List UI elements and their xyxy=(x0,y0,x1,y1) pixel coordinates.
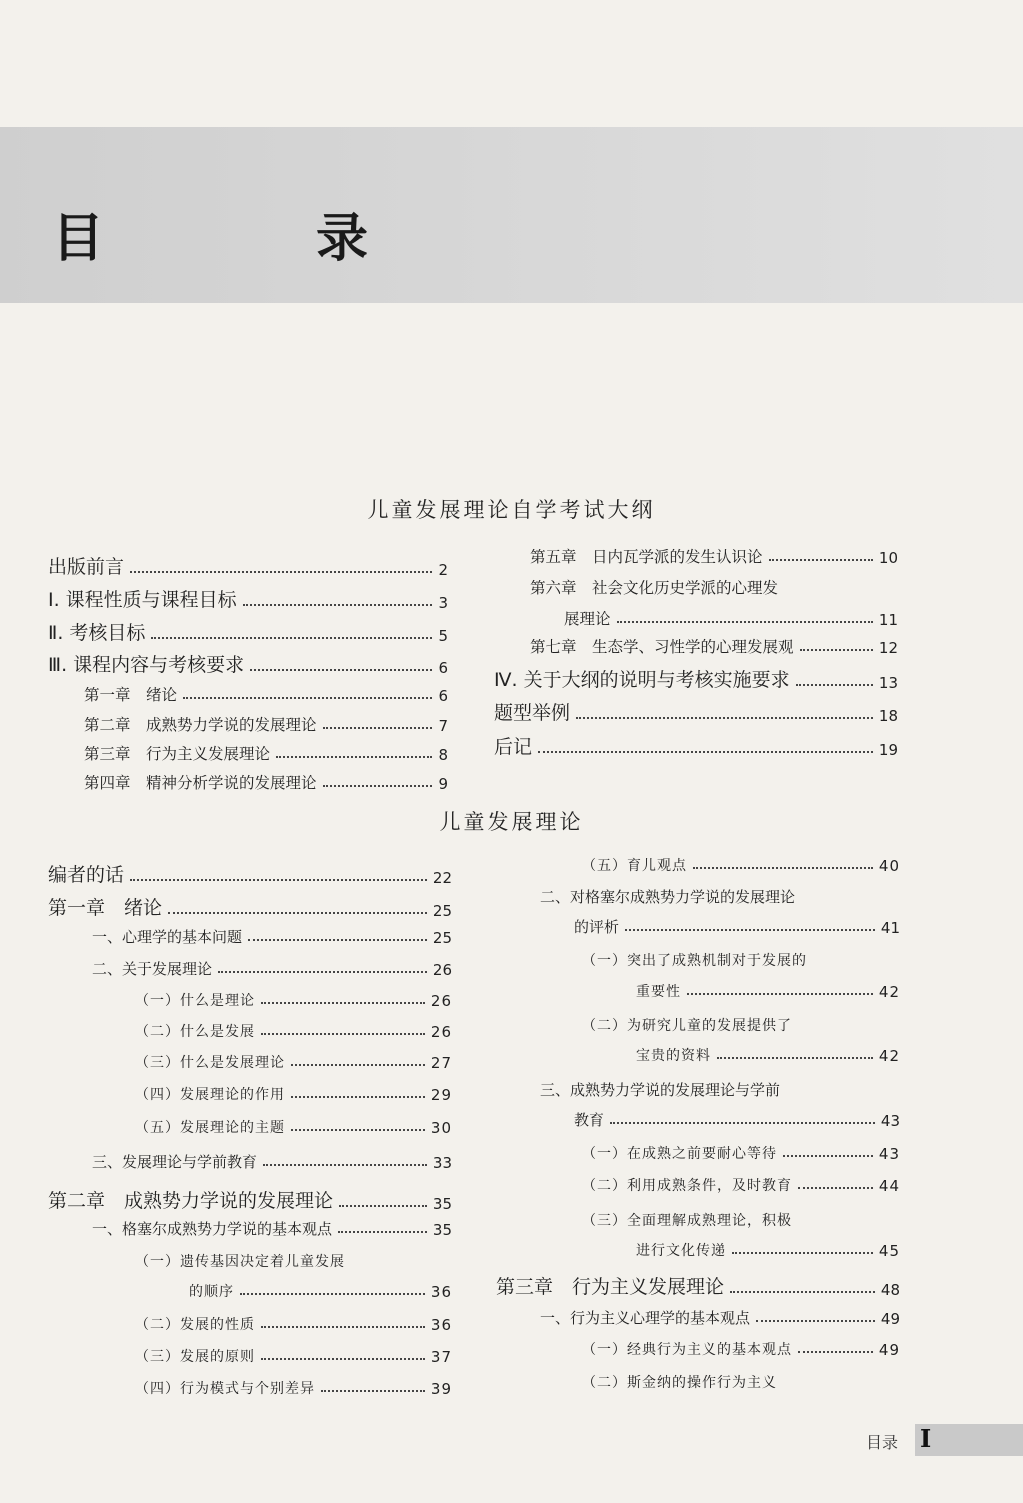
toc-page-number: 6 xyxy=(438,687,448,705)
toc-entry-title: 的评析 xyxy=(574,918,620,936)
toc-entry-title: 第四章 精神分析学说的发展理论 xyxy=(84,774,317,792)
dot-leader xyxy=(248,939,427,941)
toc-entry-title: （一）经典行为主义的基本观点 xyxy=(582,1342,792,1358)
dot-leader xyxy=(261,1033,425,1035)
dot-leader xyxy=(769,559,873,561)
dot-leader xyxy=(798,1351,873,1353)
toc-entry xyxy=(582,1339,900,1359)
dot-leader xyxy=(323,785,433,787)
toc-page-number: 13 xyxy=(878,674,898,692)
toc-page-number: 30 xyxy=(430,1119,452,1137)
toc-entry xyxy=(48,650,448,677)
toc-entry-title: Ⅰ. 课程性质与课程目标 xyxy=(48,589,237,611)
toc-page-number: 42 xyxy=(878,1047,900,1065)
toc-entry-title: （二）利用成熟条件，及时教育 xyxy=(582,1178,792,1194)
toc-page-number: 25 xyxy=(432,902,452,920)
toc-entry xyxy=(574,1109,900,1130)
toc-page-number: 26 xyxy=(430,992,452,1010)
toc-entry xyxy=(494,698,898,725)
toc-page-number: 49 xyxy=(880,1310,900,1328)
dot-leader xyxy=(321,1390,425,1392)
toc-page-number: 39 xyxy=(430,1380,452,1398)
toc-entry-title: （二）什么是发展 xyxy=(135,1024,255,1040)
toc-entry xyxy=(540,1307,900,1328)
toc-page-number: 44 xyxy=(878,1177,900,1195)
dot-leader xyxy=(183,697,432,699)
toc-entry xyxy=(135,1314,452,1334)
toc-entry-title: 宝贵的资料 xyxy=(636,1048,711,1064)
toc-page-number: 25 xyxy=(432,929,452,947)
toc-entry-title: （二）为研究儿童的发展提供了 xyxy=(582,1018,792,1034)
toc-entry-title: 第二章 成熟势力学说的发展理论 xyxy=(48,1190,334,1212)
dot-leader xyxy=(323,727,433,729)
dot-leader xyxy=(291,1129,425,1131)
toc-entry-title: （三）什么是发展理论 xyxy=(135,1055,285,1071)
toc-page-number: 11 xyxy=(878,611,898,629)
toc-entry xyxy=(496,1272,900,1299)
toc-entry xyxy=(92,926,452,947)
toc-entry xyxy=(636,1045,900,1065)
toc-entry xyxy=(84,683,448,705)
toc-entry xyxy=(582,855,900,875)
toc-entry-title: 二、关于发展理论 xyxy=(92,960,213,978)
dot-leader xyxy=(276,756,432,758)
toc-page-number: 40 xyxy=(878,857,900,875)
page-title: 目 录 xyxy=(52,208,449,269)
dot-leader xyxy=(291,1064,425,1066)
toc-entry-title: （五）发展理论的主题 xyxy=(135,1120,285,1136)
toc-page-number: 35 xyxy=(432,1221,452,1239)
toc-entry xyxy=(135,1084,452,1104)
toc-entry xyxy=(48,618,448,645)
dot-leader xyxy=(130,879,427,881)
toc-entry-title: 第一章 绪论 xyxy=(84,686,178,704)
toc-page-number: 26 xyxy=(432,961,452,979)
toc-entry xyxy=(494,665,898,692)
toc-entry-title: （五）育儿观点 xyxy=(582,858,687,874)
toc-page-number: 12 xyxy=(878,639,898,657)
toc-page-number: 43 xyxy=(880,1112,900,1130)
toc-entry xyxy=(135,1117,452,1137)
toc-entry xyxy=(189,1281,452,1301)
toc-entry xyxy=(48,552,448,579)
toc-entry-title: 第三章 行为主义发展理论 xyxy=(84,745,271,763)
toc-page-number: 19 xyxy=(878,741,898,759)
toc-entry-title: （二）发展的性质 xyxy=(135,1317,255,1333)
toc-entry-title: （三）发展的原则 xyxy=(135,1349,255,1365)
toc-entry xyxy=(84,742,448,764)
toc-page-number: 8 xyxy=(438,746,448,764)
toc-page-number: 18 xyxy=(878,707,898,725)
toc-page-number: 45 xyxy=(878,1242,900,1260)
toc-page-number: 29 xyxy=(430,1086,452,1104)
section-title-syllabus: 儿童发展理论自学考试大纲 xyxy=(367,498,656,522)
dot-leader xyxy=(730,1291,875,1293)
toc-entry-title: 三、成熟势力学说的发展理论与学前 xyxy=(540,1081,781,1099)
toc-entry xyxy=(48,1186,452,1213)
toc-page-number: 41 xyxy=(880,919,900,937)
dot-leader xyxy=(339,1205,427,1207)
dot-leader xyxy=(291,1096,425,1098)
dot-leader xyxy=(538,751,873,753)
toc-entry xyxy=(135,990,452,1010)
toc-entry-title: 二、对格塞尔成熟势力学说的发展理论 xyxy=(540,888,796,906)
toc-page-number: 10 xyxy=(878,549,898,567)
toc-entry xyxy=(84,771,448,793)
dot-leader xyxy=(756,1320,875,1322)
dot-leader xyxy=(798,1187,873,1189)
dot-leader xyxy=(263,1164,427,1166)
toc-page-number: 42 xyxy=(878,983,900,1001)
toc-page-number: 9 xyxy=(438,775,448,793)
dot-leader xyxy=(130,571,432,573)
toc-entry-title: Ⅲ. 课程内容与考核要求 xyxy=(48,654,245,676)
toc-entry-title: 教育 xyxy=(574,1111,605,1129)
toc-entry xyxy=(84,713,448,735)
toc-entry-title: （二）斯金纳的操作行为主义 xyxy=(582,1375,777,1391)
toc-entry xyxy=(530,635,898,657)
toc-page-number: 26 xyxy=(430,1023,452,1041)
dot-leader xyxy=(783,1155,873,1157)
dot-leader xyxy=(168,912,427,914)
toc-entry xyxy=(48,585,448,612)
section-title-theory: 儿童发展理论 xyxy=(439,810,584,834)
toc-entry-title: 第二章 成熟势力学说的发展理论 xyxy=(84,716,317,734)
toc-entry xyxy=(582,1372,900,1392)
dot-leader xyxy=(151,637,432,639)
dot-leader xyxy=(610,1122,875,1124)
toc-entry xyxy=(48,893,452,920)
toc-entry-title: 题型举例 xyxy=(494,702,571,724)
toc-page-number: 27 xyxy=(430,1054,452,1072)
toc-entry xyxy=(92,1151,452,1172)
toc-entry-title: 第五章 日内瓦学派的发生认识论 xyxy=(530,548,763,566)
footer-page-number: I xyxy=(920,1424,932,1453)
toc-page-number: 3 xyxy=(438,594,448,612)
toc-entry xyxy=(636,1240,900,1260)
footer-label: 目录 xyxy=(866,1433,899,1452)
toc-entry-title: （一）遗传基因决定着儿童发展 xyxy=(135,1254,345,1270)
toc-entry-title: 一、心理学的基本问题 xyxy=(92,928,243,946)
toc-entry-title: （一）突出了成熟机制对于发展的 xyxy=(582,953,807,969)
toc-entry xyxy=(135,1378,452,1398)
toc-entry xyxy=(582,1143,900,1163)
toc-page-number: 48 xyxy=(880,1281,900,1299)
dot-leader xyxy=(576,717,873,719)
toc-page-number: 22 xyxy=(432,869,452,887)
toc-entry xyxy=(92,1218,452,1239)
toc-entry xyxy=(135,1346,452,1366)
toc-entry-title: 进行文化传递 xyxy=(636,1243,726,1259)
dot-leader xyxy=(261,1002,425,1004)
dot-leader xyxy=(796,684,873,686)
toc-page-number: 33 xyxy=(432,1154,452,1172)
toc-entry-title: 一、格塞尔成熟势力学说的基本观点 xyxy=(92,1220,333,1238)
toc-entry-title: （一）什么是理论 xyxy=(135,993,255,1009)
toc-page-number: 2 xyxy=(438,561,448,579)
toc-page-number: 43 xyxy=(878,1145,900,1163)
toc-entry-title: （四）发展理论的作用 xyxy=(135,1087,285,1103)
toc-entry-title: 出版前言 xyxy=(48,556,125,578)
toc-entry-title: 的顺序 xyxy=(189,1284,234,1300)
toc-page-number: 37 xyxy=(430,1348,452,1366)
toc-entry-title: 展理论 xyxy=(564,610,611,628)
toc-entry-title: 第三章 行为主义发展理论 xyxy=(496,1276,725,1298)
toc-page-number: 6 xyxy=(438,659,448,677)
dot-leader xyxy=(625,929,875,931)
toc-entry-title: 一、行为主义心理学的基本观点 xyxy=(540,1309,751,1327)
dot-leader xyxy=(717,1057,873,1059)
dot-leader xyxy=(338,1231,427,1233)
dot-leader xyxy=(693,867,873,869)
toc-page-number: 36 xyxy=(430,1283,452,1301)
dot-leader xyxy=(261,1326,425,1328)
toc-entry xyxy=(135,1021,452,1041)
toc-entry-title: （四）行为模式与个别差异 xyxy=(135,1381,315,1397)
dot-leader xyxy=(240,1293,425,1295)
toc-entry-title: 第六章 社会文化历史学派的心理发 xyxy=(530,579,779,597)
dot-leader xyxy=(250,669,432,671)
dot-leader xyxy=(218,971,427,973)
toc-page-number: 7 xyxy=(438,717,448,735)
toc-entry xyxy=(582,1175,900,1195)
toc-entry-title: （一）在成熟之前要耐心等待 xyxy=(582,1146,777,1162)
toc-entry xyxy=(636,981,900,1001)
toc-entry-title: Ⅱ. 考核目标 xyxy=(48,622,146,644)
dot-leader xyxy=(617,621,873,623)
dot-leader xyxy=(243,604,433,606)
toc-entry xyxy=(564,607,898,629)
toc-entry xyxy=(494,732,898,759)
toc-entry xyxy=(48,860,452,887)
toc-entry-title: 第七章 生态学、习性学的心理发展观 xyxy=(530,638,794,656)
toc-entry-title: 编者的话 xyxy=(48,864,125,886)
toc-entry xyxy=(530,545,898,567)
toc-entry xyxy=(574,916,900,937)
toc-entry-title: 第一章 绪论 xyxy=(48,897,163,919)
toc-entry-title: 三、发展理论与学前教育 xyxy=(92,1153,258,1171)
toc-entry xyxy=(92,958,452,979)
dot-leader xyxy=(261,1358,425,1360)
toc-entry-title: 重要性 xyxy=(636,984,681,1000)
toc-entry-title: Ⅳ. 关于大纲的说明与考核实施要求 xyxy=(494,669,790,691)
toc-page-number: 49 xyxy=(878,1341,900,1359)
toc-page-number: 5 xyxy=(438,627,448,645)
dot-leader xyxy=(800,649,873,651)
dot-leader xyxy=(687,993,873,995)
toc-entry-title: 后记 xyxy=(494,736,533,758)
dot-leader xyxy=(732,1252,873,1254)
toc-page-number: 35 xyxy=(432,1195,452,1213)
toc-page-number: 36 xyxy=(430,1316,452,1334)
toc-entry-title: （三）全面理解成熟理论，积极 xyxy=(582,1213,792,1229)
toc-entry xyxy=(135,1052,452,1072)
